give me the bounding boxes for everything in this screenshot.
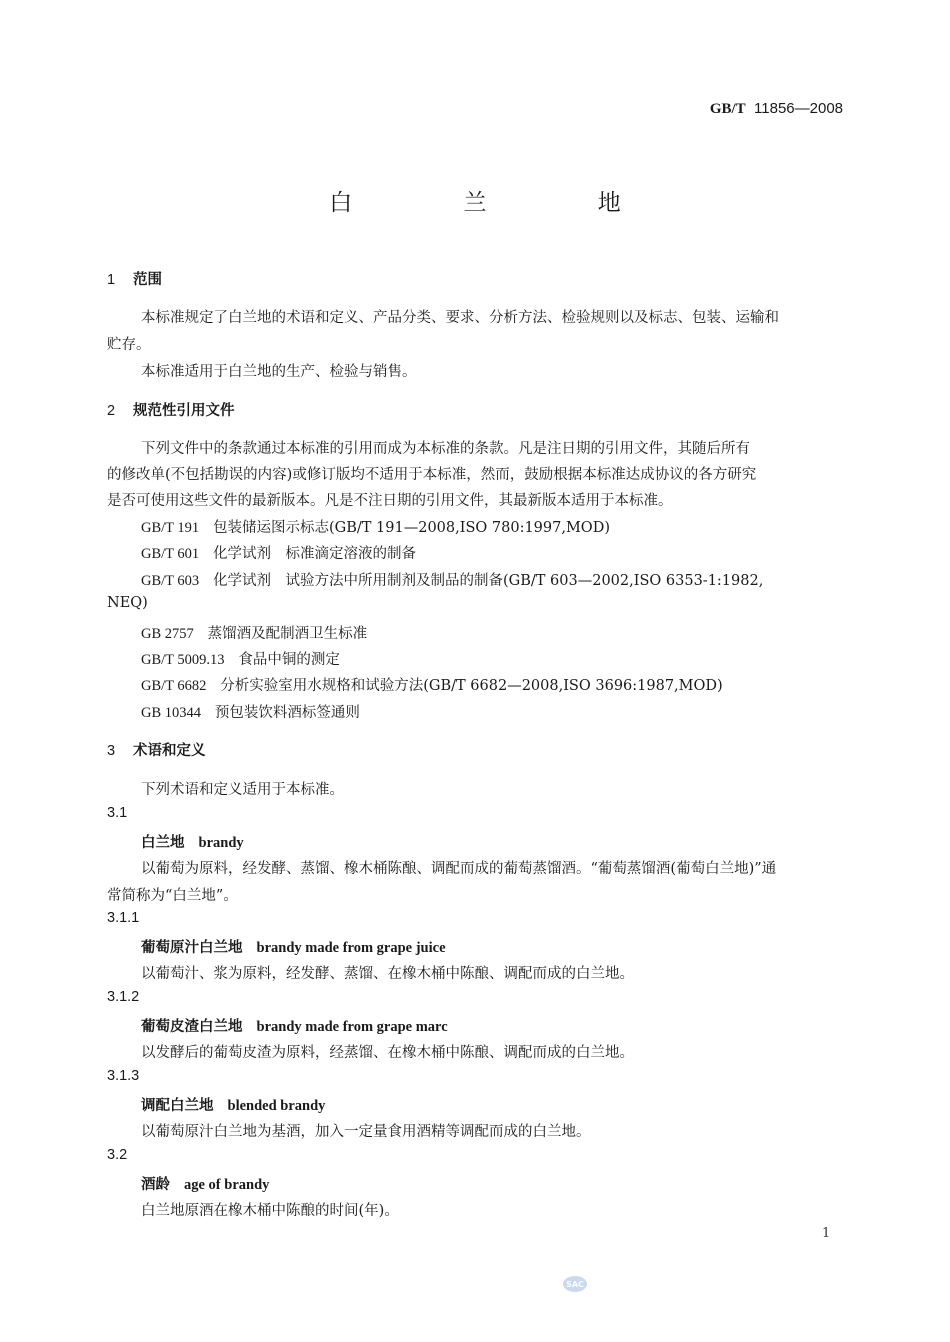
reference-item: GB/T 603 化学试剂 试验方法中所用制剂及制品的制备(GB/T 603—2002,ISO 6353-1:1982, — [141, 573, 764, 589]
term-heading: 白兰地 brandy — [141, 835, 244, 851]
sac-logo-icon — [562, 1275, 588, 1293]
section-heading-3: 3 术语和定义 — [107, 743, 206, 759]
reference-item: GB/T 5009.13 食品中铜的测定 — [141, 652, 340, 668]
reference-continuation: NEQ) — [107, 595, 148, 611]
term-heading: 酒龄 age of brandy — [141, 1177, 270, 1193]
term-definition: 白兰地原酒在橡木桶中陈酿的时间(年)。 — [141, 1203, 399, 1219]
reference-item: GB/T 601 化学试剂 标准滴定溶液的制备 — [141, 546, 416, 562]
term-definition: 常简称为“白兰地”。 — [107, 888, 238, 904]
section-heading-2: 2 规范性引用文件 — [107, 403, 235, 419]
term-heading: 葡萄皮渣白兰地 brandy made from grape marc — [141, 1019, 448, 1035]
clause-number: 3.1.3 — [107, 1068, 140, 1084]
paragraph: 下列术语和定义适用于本标准。 — [141, 782, 344, 798]
paragraph: 的修改单(不包括勘误的内容)或修订版均不适用于本标准，然而，鼓励根据本标准达成协议的各方研究 — [107, 467, 757, 483]
paragraph: 贮存。 — [107, 337, 151, 353]
paragraph: 下列文件中的条款通过本标准的引用而成为本标准的条款。凡是注日期的引用文件，其随后所有 — [141, 441, 750, 457]
reference-item: GB 2757 蒸馏酒及配制酒卫生标准 — [141, 626, 368, 642]
term-definition: 以发酵后的葡萄皮渣为原料，经蒸馏、在橡木桶中陈酿、调配而成的白兰地。 — [141, 1045, 634, 1061]
paragraph: 是否可使用这些文件的最新版本。凡是不注日期的引用文件，其最新版本适用于本标准。 — [107, 493, 673, 509]
term-definition: 以葡萄原汁白兰地为基酒，加入一定量食用酒精等调配而成的白兰地。 — [141, 1124, 591, 1140]
clause-number: 3.1 — [107, 805, 128, 821]
document-title: 白 兰 地 — [329, 190, 673, 216]
clause-number: 3.2 — [107, 1147, 128, 1163]
clause-number: 3.1.1 — [107, 910, 140, 926]
page-number: 1 — [822, 1226, 831, 1241]
term-definition: 以葡萄汁、浆为原料，经发酵、蒸馏、在橡木桶中陈酿、调配而成的白兰地。 — [141, 966, 634, 982]
term-heading: 葡萄原汁白兰地 brandy made from grape juice — [141, 940, 446, 956]
standard-code: 11856—2008 — [754, 100, 843, 117]
paragraph: 本标准适用于白兰地的生产、检验与销售。 — [141, 364, 417, 380]
reference-item: GB/T 191 包装储运图示标志(GB/T 191—2008,ISO 780:1997,MOD) — [141, 520, 610, 536]
standard-prefix: GB/T — [709, 101, 746, 117]
paragraph: 本标准规定了白兰地的术语和定义、产品分类、要求、分析方法、检验规则以及标志、包装、运输和 — [141, 310, 779, 326]
svg-text:SAC: SAC — [566, 1280, 584, 1289]
reference-item: GB/T 6682 分析实验室用水规格和试验方法(GB/T 6682—2008,ISO 3696:1987,MOD) — [141, 678, 723, 694]
clause-number: 3.1.2 — [107, 989, 140, 1005]
standard-number — [0, 100, 843, 118]
reference-item: GB 10344 预包装饮料酒标签通则 — [141, 705, 360, 721]
term-heading: 调配白兰地 blended brandy — [141, 1098, 326, 1114]
term-definition: 以葡萄为原料，经发酵、蒸馏、橡木桶陈酿、调配而成的葡萄蒸馏酒。“葡萄蒸馏酒(葡萄白兰地)”通 — [141, 861, 777, 877]
section-heading-1: 1 范围 — [107, 272, 162, 288]
